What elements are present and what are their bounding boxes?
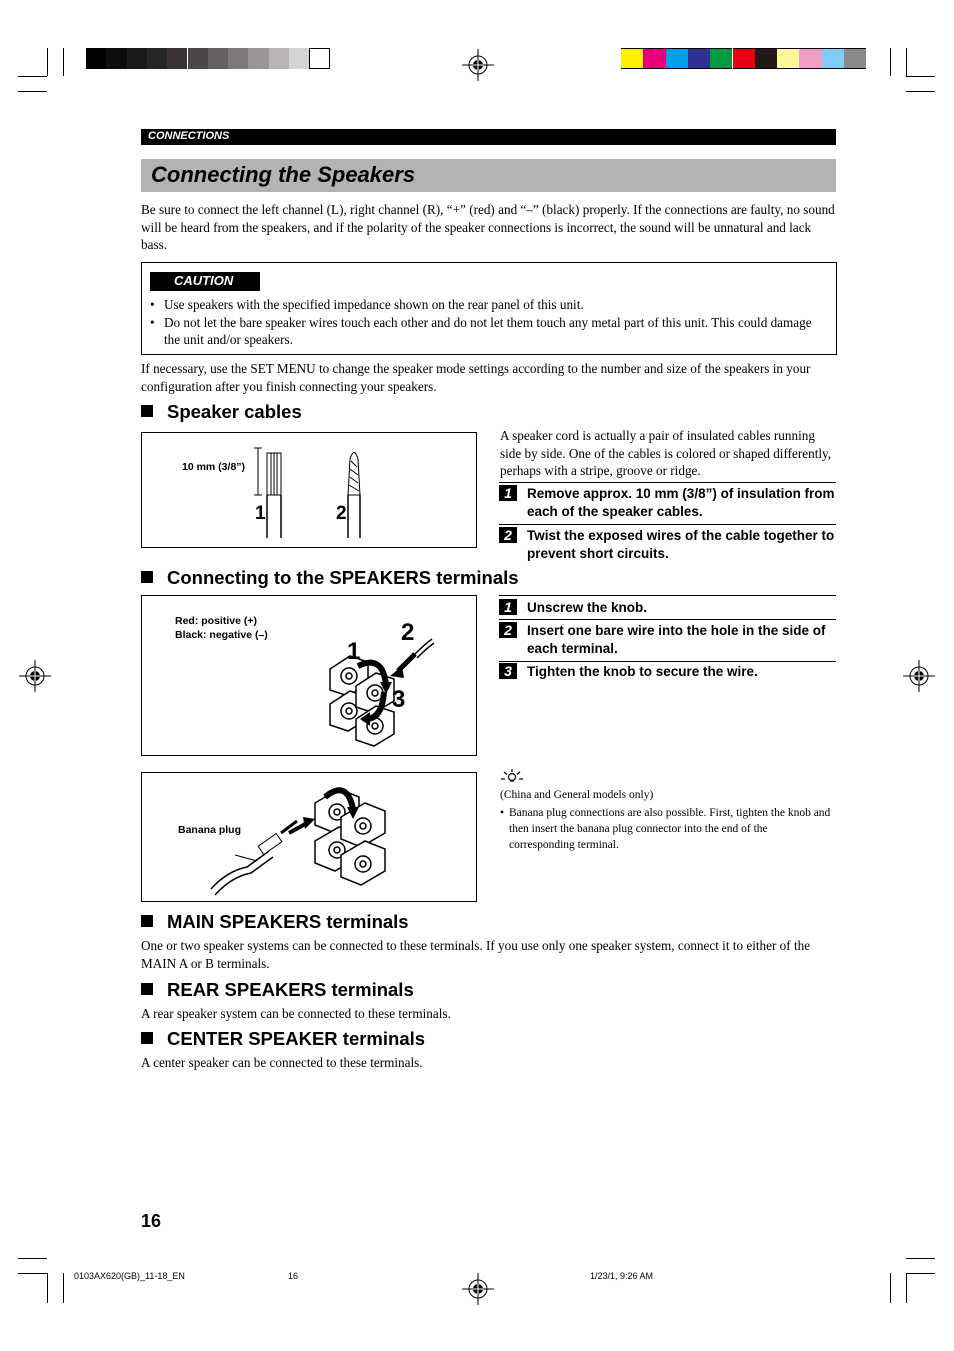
main-speakers-heading: [141, 911, 409, 933]
color-swatch: [228, 48, 248, 69]
step-number: 3: [499, 663, 517, 679]
color-swatch: [188, 48, 208, 69]
registration-mark-right-icon: [903, 660, 935, 692]
figure-step-2: 2: [336, 503, 347, 524]
caution-list: [150, 296, 830, 349]
page-title: Connecting the Speakers: [151, 162, 416, 187]
figure-label-banana: Banana plug: [178, 824, 242, 836]
tip-icon: [500, 769, 524, 783]
rear-speakers-text: A rear speaker system can be connected to these terminals.: [141, 1006, 451, 1021]
divider: [499, 619, 836, 620]
color-swatch: [269, 48, 289, 69]
color-swatch: [309, 48, 329, 69]
color-swatch: [688, 48, 710, 69]
heading-bullet-icon: [141, 983, 153, 995]
registration-mark-left-icon: [19, 660, 51, 692]
banana-plug-illustration: [207, 781, 397, 899]
color-swatch: [248, 48, 268, 69]
heading-text: CENTER SPEAKER terminals: [167, 1028, 426, 1049]
color-swatch: [755, 48, 777, 69]
tip-models: (China and General models only): [500, 789, 654, 801]
step-text: Insert one bare wire into the hole in the side of each terminal.: [527, 623, 826, 656]
speaker-cables-description: A speaker cord is actually a pair of insulated cables running side by side. One of the cables is colored or shaped differently, perhaps with a stripe, groove or ridge.: [500, 428, 832, 478]
speakers-terminals-heading: [141, 567, 519, 589]
color-swatch: [208, 48, 228, 69]
caution-label: CAUTION: [174, 273, 234, 288]
color-swatch: [147, 48, 167, 69]
center-speaker-text: A center speaker can be connected to these terminals.: [141, 1055, 423, 1070]
terminals-figure: [141, 595, 477, 756]
figure-step-3: 3: [392, 686, 406, 713]
figure-label-red: Red: positive (+): [175, 615, 257, 627]
step-number: 2: [499, 622, 517, 638]
step-text: Remove approx. 10 mm (3/8”) of insulation from each of the speaker cables.: [527, 486, 835, 519]
heading-bullet-icon: [141, 571, 153, 583]
color-swatch: [86, 48, 106, 69]
tip-text: • Banana plug connections are also possible. First, tighten the knob and then insert the banana plug connector into the end of the corresponding terminal.: [500, 805, 836, 853]
step-number: 2: [499, 527, 517, 543]
caution-item: • Do not let the bare speaker wires touch each other and do not let them touch any metal part of this unit. This could damage the unit and/or speakers.: [150, 314, 830, 349]
caution-box: [141, 262, 837, 355]
step-number: 1: [499, 599, 517, 615]
set-menu-note: If necessary, use the SET MENU to change the speaker mode settings according to the number and size of the speakers in your configuration after you finish connecting your speakers.: [141, 361, 811, 394]
divider: [499, 524, 836, 525]
rear-speakers-heading: [141, 979, 414, 1001]
tip-list: [500, 805, 836, 853]
footer-file: 0103AX620(GB)_11-18_EN: [74, 1271, 185, 1281]
divider: [499, 661, 836, 662]
footer-page: 16: [288, 1271, 299, 1281]
figure-step-2: 2: [401, 619, 415, 646]
footer-date: 1/23/1, 9:26 AM: [590, 1271, 654, 1281]
heading-text: REAR SPEAKERS terminals: [167, 979, 414, 1000]
color-swatch: [289, 48, 309, 69]
center-speaker-heading: [141, 1028, 425, 1050]
page-number: 16: [141, 1211, 162, 1231]
color-swatch: [777, 48, 799, 69]
speaker-cables-heading: [141, 401, 302, 423]
color-swatch: [799, 48, 821, 69]
color-swatch: [844, 48, 866, 69]
step-number: 1: [499, 485, 517, 501]
page-title-bar: [141, 159, 836, 192]
caution-label-bg: [150, 272, 260, 291]
heading-bullet-icon: [141, 915, 153, 927]
color-swatch: [822, 48, 844, 69]
registration-mark-bottom-icon: [462, 1273, 494, 1305]
intro-paragraph: Be sure to connect the left channel (L), right channel (R), “+” (red) and “–” (black) properly. If the connections are faulty, no sound will be heard from the speakers, and if the polarity of the speaker connections is incorrect, the sound will be unnatural and lack bass.: [141, 202, 835, 252]
speaker-terminal-illustration: [320, 624, 450, 749]
registration-mark-top-icon: [462, 49, 494, 81]
step-text: Unscrew the knob.: [527, 600, 648, 615]
step-text: Twist the exposed wires of the cable together to prevent short circuits.: [527, 528, 835, 561]
color-swatch: [127, 48, 147, 69]
divider: [499, 595, 836, 596]
section-bar: [141, 129, 836, 145]
color-swatch: [621, 48, 643, 69]
heading-bullet-icon: [141, 405, 153, 417]
color-swatch: [106, 48, 126, 69]
figure-label-black: Black: negative (–): [175, 629, 268, 641]
step-text: Tighten the knob to secure the wire.: [527, 664, 758, 679]
color-swatch: [666, 48, 688, 69]
figure-step-1: 1: [255, 503, 266, 524]
main-speakers-text: One or two speaker systems can be connected to these terminals. If you use only one speaker system, connect it to either of the MAIN A or B terminals.: [141, 938, 811, 971]
color-swatch: [643, 48, 665, 69]
section-label: CONNECTIONS: [148, 130, 230, 142]
heading-text: MAIN SPEAKERS terminals: [167, 911, 409, 932]
caution-item: • Use speakers with the specified impedance shown on the rear panel of this unit.: [150, 296, 830, 314]
stripped-cable-illustration: [250, 443, 390, 543]
heading-text: Speaker cables: [167, 401, 302, 422]
banana-plug-figure: [141, 772, 477, 902]
color-swatch: [167, 48, 187, 69]
color-swatch: [710, 48, 732, 69]
divider: [499, 482, 836, 483]
figure-label-length: 10 mm (3/8”): [182, 461, 246, 473]
figure-step-1: 1: [347, 638, 361, 665]
color-swatch: [733, 48, 755, 69]
heading-text: Connecting to the SPEAKERS terminals: [167, 567, 519, 588]
heading-bullet-icon: [141, 1032, 153, 1044]
speaker-cables-figure: [141, 432, 477, 548]
